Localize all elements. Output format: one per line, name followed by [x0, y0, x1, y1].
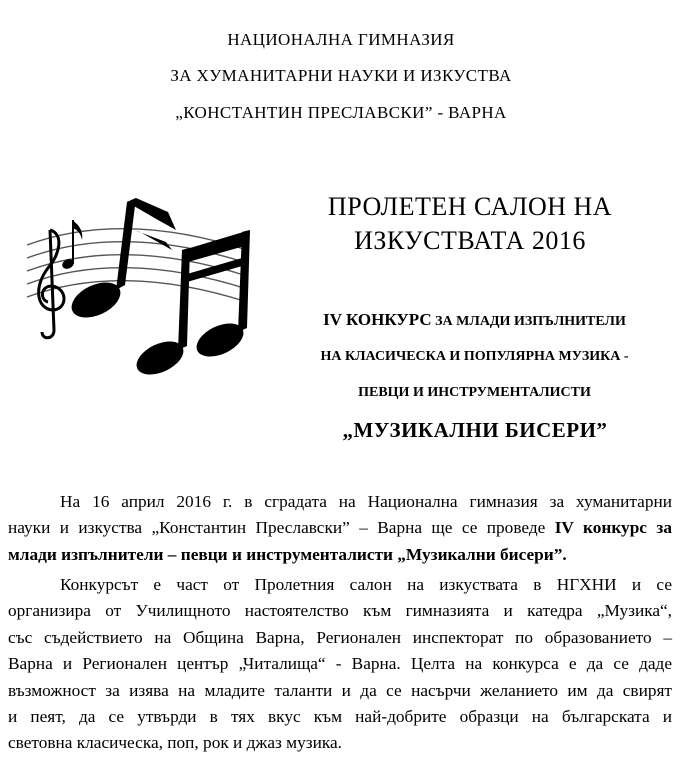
paragraph-2-line4: Варна и Регионален център „Читалища“ - Варна. Целта на конкурса е да се даде: [8, 654, 672, 674]
p2-text-1: Конкурсът е част от Пролетния салон на изкуствата в НГХНИ и се: [60, 575, 672, 594]
paragraph-2: [8, 572, 672, 757]
paragraph-1: [8, 489, 672, 568]
subtitle-line1: [282, 310, 667, 330]
school-name-line2: ЗА ХУМАНИТАРНИ НАУКИ И ИЗКУСТВА: [170, 66, 512, 85]
p1-text-1: На 16 април 2016 г. в сградата на Национална гимназия за хуманитарни: [60, 492, 672, 511]
subtitle-line2: НА КЛАСИЧЕСКА И ПОПУЛЯРНА МУЗИКА -: [320, 349, 629, 364]
p1-bold-2: IV конкурс за: [554, 518, 672, 538]
school-name-line3: „КОНСТАНТИН ПРЕСЛАВСКИ” - ВАРНА: [175, 103, 507, 122]
paragraph-2-line1: [8, 572, 672, 598]
contest-name: „МУЗИКАЛНИ БИСЕРИ”: [342, 418, 608, 442]
music-notes-icon: [12, 190, 262, 395]
paragraph-1-line3: млади изпълнители – певци и инструменталисти „Музикални бисери”.: [8, 544, 567, 564]
p1-text-2: науки и изкуства „Константин Преславски” – Варна ще се проведе: [8, 518, 555, 538]
paragraph-1-line2: [8, 515, 672, 541]
paragraph-1-line1: [8, 489, 672, 515]
subtitle-line1-rest: ЗА МЛАДИ ИЗПЪЛНИТЕЛИ: [431, 314, 626, 329]
school-name-line1: НАЦИОНАЛНА ГИМНАЗИЯ: [227, 30, 455, 49]
contest-number: IV КОНКУРС: [323, 310, 432, 329]
paragraph-2-line2: организира от Училищното настоятелство към гимназията и катедра „Музика“,: [8, 601, 672, 621]
paragraph-2-line6: и пеят, да се утвърди в тях вкус към най-добрите образци на българската и: [8, 707, 672, 727]
paragraph-2-line5: възможност за изява на младите таланти и да се насърчи желанието им да свирят: [8, 680, 672, 700]
event-title-line1: ПРОЛЕТЕН САЛОН НА: [327, 192, 613, 221]
paragraph-2-line7: световна класическа, поп, рок и джаз музика.: [8, 733, 342, 753]
event-title-line2: ИЗКУСТВАТА 2016: [354, 226, 586, 255]
paragraph-2-line3: със съдействието на Община Варна, Регионален инспекторат по образованието –: [8, 627, 672, 647]
subtitle-line3: ПЕВЦИ И ИНСТРУМЕНТАЛИСТИ: [358, 385, 591, 400]
